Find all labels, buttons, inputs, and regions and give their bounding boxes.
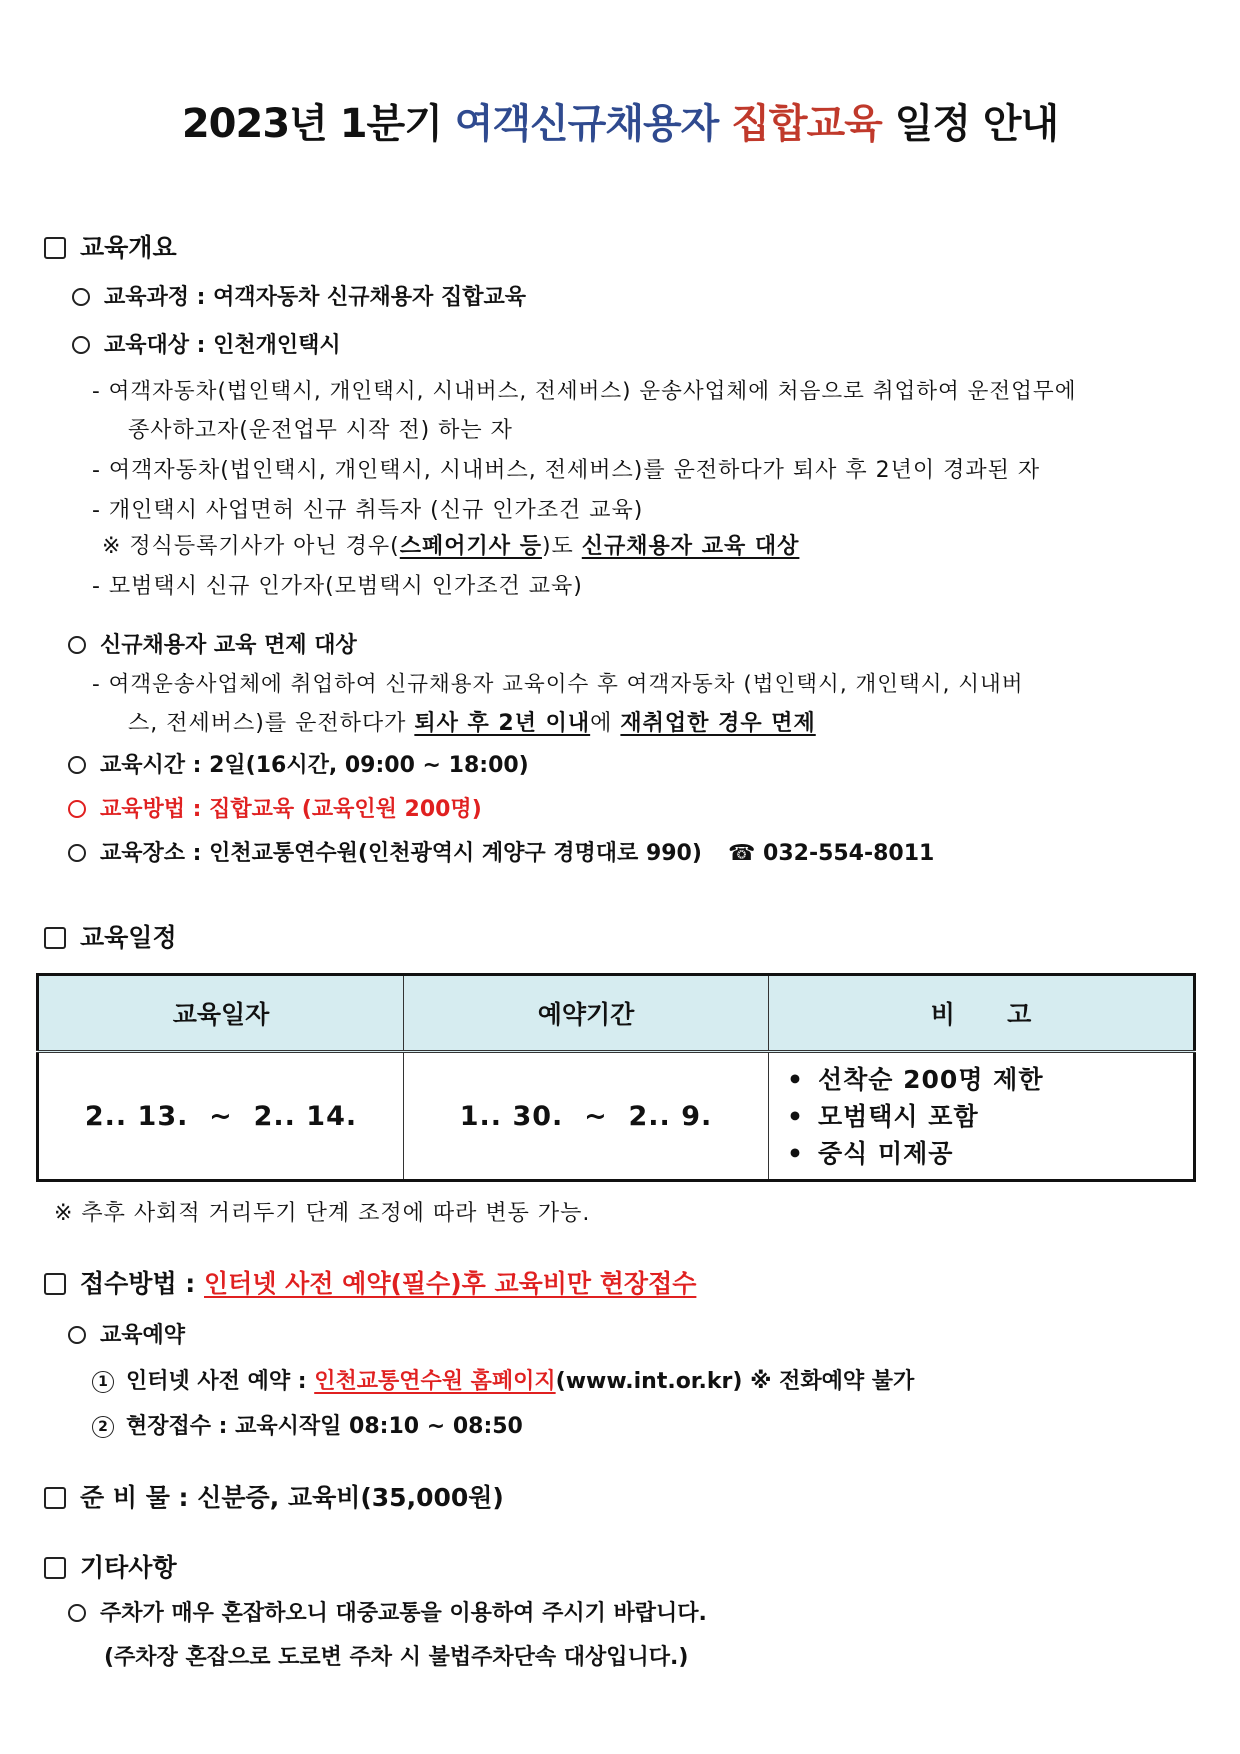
column-header: 교육일자 — [38, 975, 404, 1052]
checkbox-icon — [44, 237, 66, 259]
schedule-table — [36, 973, 1196, 1182]
checkbox-icon — [44, 1487, 66, 1509]
section-register: 접수방법 : 인터넷 사전 예약(필수)후 교육비만 현장접수 — [44, 1264, 696, 1300]
overview-target: 교육대상 : 인천개인택시 — [72, 328, 341, 359]
title-highlight-red: 집합교육 — [731, 101, 882, 147]
circle-bullet-icon — [68, 844, 86, 862]
note-item: • 모범택시 포함 — [787, 1098, 1192, 1135]
table-header-row — [38, 975, 1195, 1052]
phone-number: 032-554-8011 — [763, 841, 935, 866]
phone-icon: ☎ — [727, 841, 756, 866]
register-item-onsite: 2 현장접수 : 교육시작일 08:10 ~ 08:50 — [92, 1409, 523, 1440]
circle-bullet-icon — [68, 636, 86, 654]
title-year: 2023년 1분기 — [181, 101, 455, 147]
section-heading: 기타사항 — [80, 1553, 177, 1582]
target-item: - 모범택시 신규 인가자(모범택시 인가조건 교육) — [92, 574, 583, 599]
section-overview — [44, 228, 177, 264]
section-prep: 준 비 물 : 신분증, 교육비(35,000원) — [44, 1478, 504, 1514]
column-header: 예약기간 — [404, 975, 769, 1052]
section-schedule — [44, 918, 177, 954]
note-item: • 중식 미제공 — [787, 1135, 1192, 1172]
circle-bullet-icon — [68, 800, 86, 818]
overview-exempt: 신규채용자 교육 면제 대상 — [68, 628, 357, 659]
target-note: ※ 정식등록기사가 아닌 경우(스페어기사 등)도 신규채용자 교육 대상 — [102, 534, 800, 559]
section-misc — [44, 1548, 177, 1584]
target-item: - 여객자동차(법인택시, 개인택시, 시내버스, 전세버스)를 운전하다가 퇴사 후 2년이 경과된 자 — [92, 458, 1041, 483]
checkbox-icon — [44, 927, 66, 949]
register-item-online: 1 인터넷 사전 예약 : 인천교통연수원 홈페이지(www.int.or.kr) ※ 전화예약 불가 — [92, 1364, 914, 1395]
circle-bullet-icon — [68, 1326, 86, 1344]
table-row — [38, 1052, 1195, 1181]
checkbox-icon — [44, 1273, 66, 1295]
schedule-footnote: ※ 추후 사회적 거리두기 단계 조정에 따라 변동 가능. — [54, 1201, 591, 1226]
register-method: 인터넷 사전 예약(필수)후 교육비만 현장접수 — [204, 1269, 697, 1298]
circle-bullet-icon — [72, 288, 90, 306]
target-item: 종사하고자(운전업무 시작 전) 하는 자 — [128, 418, 513, 443]
circled-number-icon: 2 — [92, 1416, 114, 1438]
column-header: 비 고 — [769, 975, 1195, 1052]
cell-notes — [769, 1052, 1195, 1181]
misc-line: 주차가 매우 혼잡하오니 대중교통을 이용하여 주시기 바랍니다. — [68, 1596, 707, 1627]
circled-number-icon: 1 — [92, 1371, 114, 1393]
title-highlight-blue: 여객신규채용자 — [454, 101, 719, 147]
homepage-link[interactable]: 인천교통연수원 홈페이지 — [314, 1369, 556, 1394]
page-title — [0, 92, 1240, 149]
section-heading: 교육일정 — [80, 923, 177, 952]
overview-method: 교육방법 : 집합교육 (교육인원 200명) — [68, 792, 482, 823]
overview-course: 교육과정 : 여객자동차 신규채용자 집합교육 — [72, 280, 526, 311]
circle-bullet-icon — [72, 336, 90, 354]
register-sub: 교육예약 — [68, 1318, 185, 1349]
misc-line: (주차장 혼잡으로 도로변 주차 시 불법주차단속 대상입니다.) — [104, 1645, 689, 1670]
circle-bullet-icon — [68, 1604, 86, 1622]
overview-time: 교육시간 : 2일(16시간, 09:00 ~ 18:00) — [68, 748, 529, 779]
exempt-item: 스, 전세버스)를 운전하다가 퇴사 후 2년 이내에 재취업한 경우 면제 — [128, 711, 816, 736]
note-item: • 선착순 200명 제한 — [787, 1061, 1192, 1098]
cell-date: 2.. 13. ~ 2.. 14. — [38, 1052, 404, 1181]
section-heading: 교육개요 — [80, 233, 177, 262]
target-item: - 개인택시 사업면허 신규 취득자 (신규 인가조건 교육) — [92, 498, 644, 523]
target-item: - 여객자동차(법인택시, 개인택시, 시내버스, 전세버스) 운송사업체에 처음으로 취업하여 운전업무에 — [92, 379, 1077, 404]
title-suffix: 일정 안내 — [881, 101, 1059, 147]
exempt-item: - 여객운송사업체에 취업하여 신규채용자 교육이수 후 여객자동차 (법인택시, 개인택시, 시내버 — [92, 672, 1024, 697]
overview-place: 교육장소 : 인천교통연수원(인천광역시 계양구 경명대로 990) ☎ 032-554-8011 — [68, 836, 934, 867]
cell-period: 1.. 30. ~ 2.. 9. — [404, 1052, 769, 1181]
circle-bullet-icon — [68, 756, 86, 774]
checkbox-icon — [44, 1557, 66, 1579]
